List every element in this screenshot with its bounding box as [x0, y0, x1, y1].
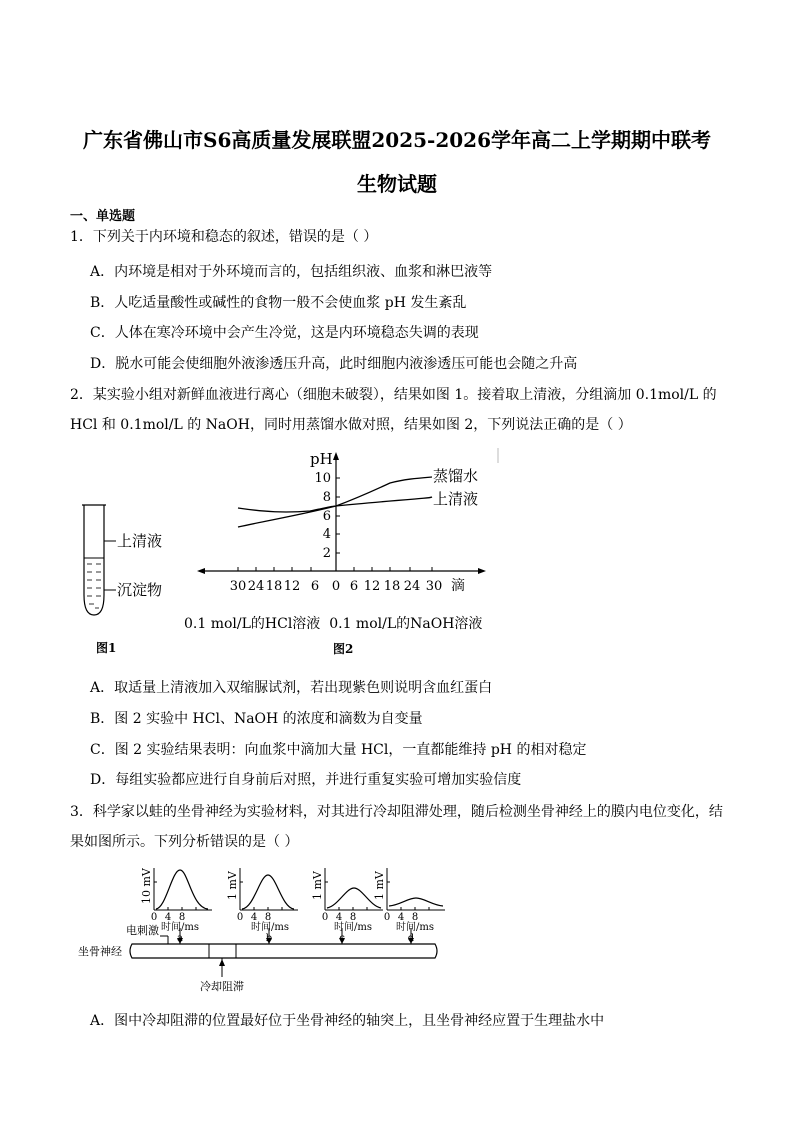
fig3-d-xtick-4: 4	[397, 912, 405, 923]
fig2-legend-supernatant: 上清液	[433, 490, 479, 508]
q1-stem: 1．下列关于内环境和稳态的叙述，错误的是（ ）	[70, 229, 378, 245]
doc-subtitle: 生物试题	[357, 172, 437, 196]
fig3-c-xtick-4: 4	[335, 912, 343, 923]
fig2-xtick-right-18: 18	[383, 579, 401, 594]
fig3-nerve-label: 坐骨神经	[78, 945, 122, 958]
fig3-c-xlabel: 时间/ms	[334, 922, 372, 933]
fig3-b-xlabel: 时间/ms	[251, 922, 289, 933]
q2-option-d: D．每组实验都应进行自身前后对照，并进行重复实验可增加实验信度	[90, 772, 522, 788]
section-heading: 一、单选题	[70, 209, 136, 224]
fig2-ytick-8: 8	[322, 490, 331, 505]
fig3-d-xtick-0: 0	[383, 912, 391, 923]
fig2-xtick-left-30: 30	[229, 579, 247, 594]
fig2-xtick-zero: 0	[331, 579, 341, 594]
q2-option-a: A．取适量上清液加入双缩脲试剂，若出现紫色则说明含血红蛋白	[90, 680, 493, 696]
fig2-xtick-right-6: 6	[349, 579, 359, 594]
fig2-ylabel: pH	[310, 450, 333, 468]
fig3-b-xtick-4: 4	[250, 912, 258, 923]
fig3-a-xtick-0: 0	[150, 912, 158, 923]
figure-3	[70, 860, 450, 995]
fig2-xtick-left-24: 24	[247, 579, 265, 594]
q2-option-c: C．图 2 实验结果表明：向血浆中滴加大量 HCl，一直都能维持 pH 的相对稳定	[90, 742, 587, 758]
q1-option-b: B．人吃适量酸性或碱性的食物一般不会使血浆 pH 发生紊乱	[90, 295, 467, 311]
fig3-stim-label: 电刺激	[126, 924, 159, 937]
fig2-xtick-right-12: 12	[363, 579, 381, 594]
fig3-point-b: b	[265, 933, 273, 944]
fig3-point-a: a	[177, 933, 183, 944]
q3-stem: 3．科学家以蛙的坐骨神经为实验材料，对其进行冷却阻滞处理，随后检测坐骨神经上的膜内电位变化，结果如图所示。下列分析错误的是（ ）	[70, 804, 723, 850]
fig2-xtick-right-24: 24	[403, 579, 421, 594]
q3-option-a: A．图中冷却阻滞的位置最好位于坐骨神经的轴突上，且坐骨神经应置于生理盐水中	[90, 1013, 605, 1029]
fig2-xlabel: 0.1 mol/L的HCl溶液 0.1 mol/L的NaOH溶液	[184, 616, 483, 632]
fig2-xunit: 滴	[451, 578, 465, 594]
fig3-b-xtick-8: 8	[264, 912, 272, 923]
fig2-caption: 图2	[333, 642, 354, 656]
fig2-ytick-2: 2	[322, 546, 331, 561]
fig2-ytick-4: 4	[322, 527, 331, 542]
q1-option-c: C．人体在寒冷环境中会产生冷觉，这是内环境稳态失调的表现	[90, 325, 479, 341]
fig1-supernatant-label: 上清液	[117, 532, 163, 550]
fig3-b-xtick-0: 0	[236, 912, 244, 923]
fig3-d-xlabel: 时间/ms	[396, 922, 434, 933]
fig3-point-d: d	[407, 933, 415, 944]
series-water-line	[238, 477, 432, 527]
fig1-caption: 图1	[96, 641, 117, 655]
fig3-d-xtick-8: 8	[411, 912, 419, 923]
q2-option-b: B．图 2 实验中 HCl、NaOH 的浓度和滴数为自变量	[90, 711, 423, 727]
q2-stem: 2．某实验小组对新鲜血液进行离心（细胞未破裂），结果如图 1。接着取上清液，分组滴加 0.1mol/L 的 HCl 和 0.1mol/L 的 NaOH，同时用蒸馏水做对照，结果如图 2，下列说法正确的是（ ）	[70, 387, 717, 433]
fig2-legend-water: 蒸馏水	[433, 467, 479, 485]
fig3-ylabel-d: 1 mV	[373, 871, 386, 900]
q1-option-d: D．脱水可能会使细胞外液渗透压升高，此时细胞内液渗透压可能也会随之升高	[90, 356, 578, 372]
fig3-ylabel-b: 1 mV	[226, 871, 239, 900]
fig3-point-c: c	[339, 933, 345, 944]
fig2-xtick-left-18: 18	[265, 579, 283, 594]
fig2-ytick-6: 6	[322, 509, 331, 524]
fig3-a-xtick-8: 8	[178, 912, 186, 923]
fig3-ylabel-a: 10 mV	[140, 868, 153, 904]
fig2-xtick-right-30: 30	[425, 579, 443, 594]
fig3-c-xtick-8: 8	[349, 912, 357, 923]
fig2-ytick-10: 10	[314, 471, 331, 486]
q1-option-a: A．内环境是相对于外环境而言的，包括组织液、血浆和淋巴液等	[90, 264, 493, 280]
fig2-xtick-left-12: 12	[283, 579, 301, 594]
fig3-a-xlabel: 时间/ms	[161, 922, 199, 933]
fig1-precipitate-label: 沉淀物	[117, 581, 163, 599]
fig3-block-label: 冷却阻滞	[200, 980, 244, 993]
doc-title: 广东省佛山市S6高质量发展联盟2025-2026学年高二上学期期中联考	[83, 128, 711, 152]
fig2-xtick-left-6: 6	[310, 579, 320, 594]
fig3-ylabel-c: 1 mV	[311, 871, 324, 900]
figure-1-2	[70, 445, 510, 665]
series-supernatant-line	[238, 497, 432, 512]
test-tube	[82, 505, 116, 615]
fig3-c-xtick-0: 0	[321, 912, 329, 923]
fig3-a-xtick-4: 4	[164, 912, 172, 923]
